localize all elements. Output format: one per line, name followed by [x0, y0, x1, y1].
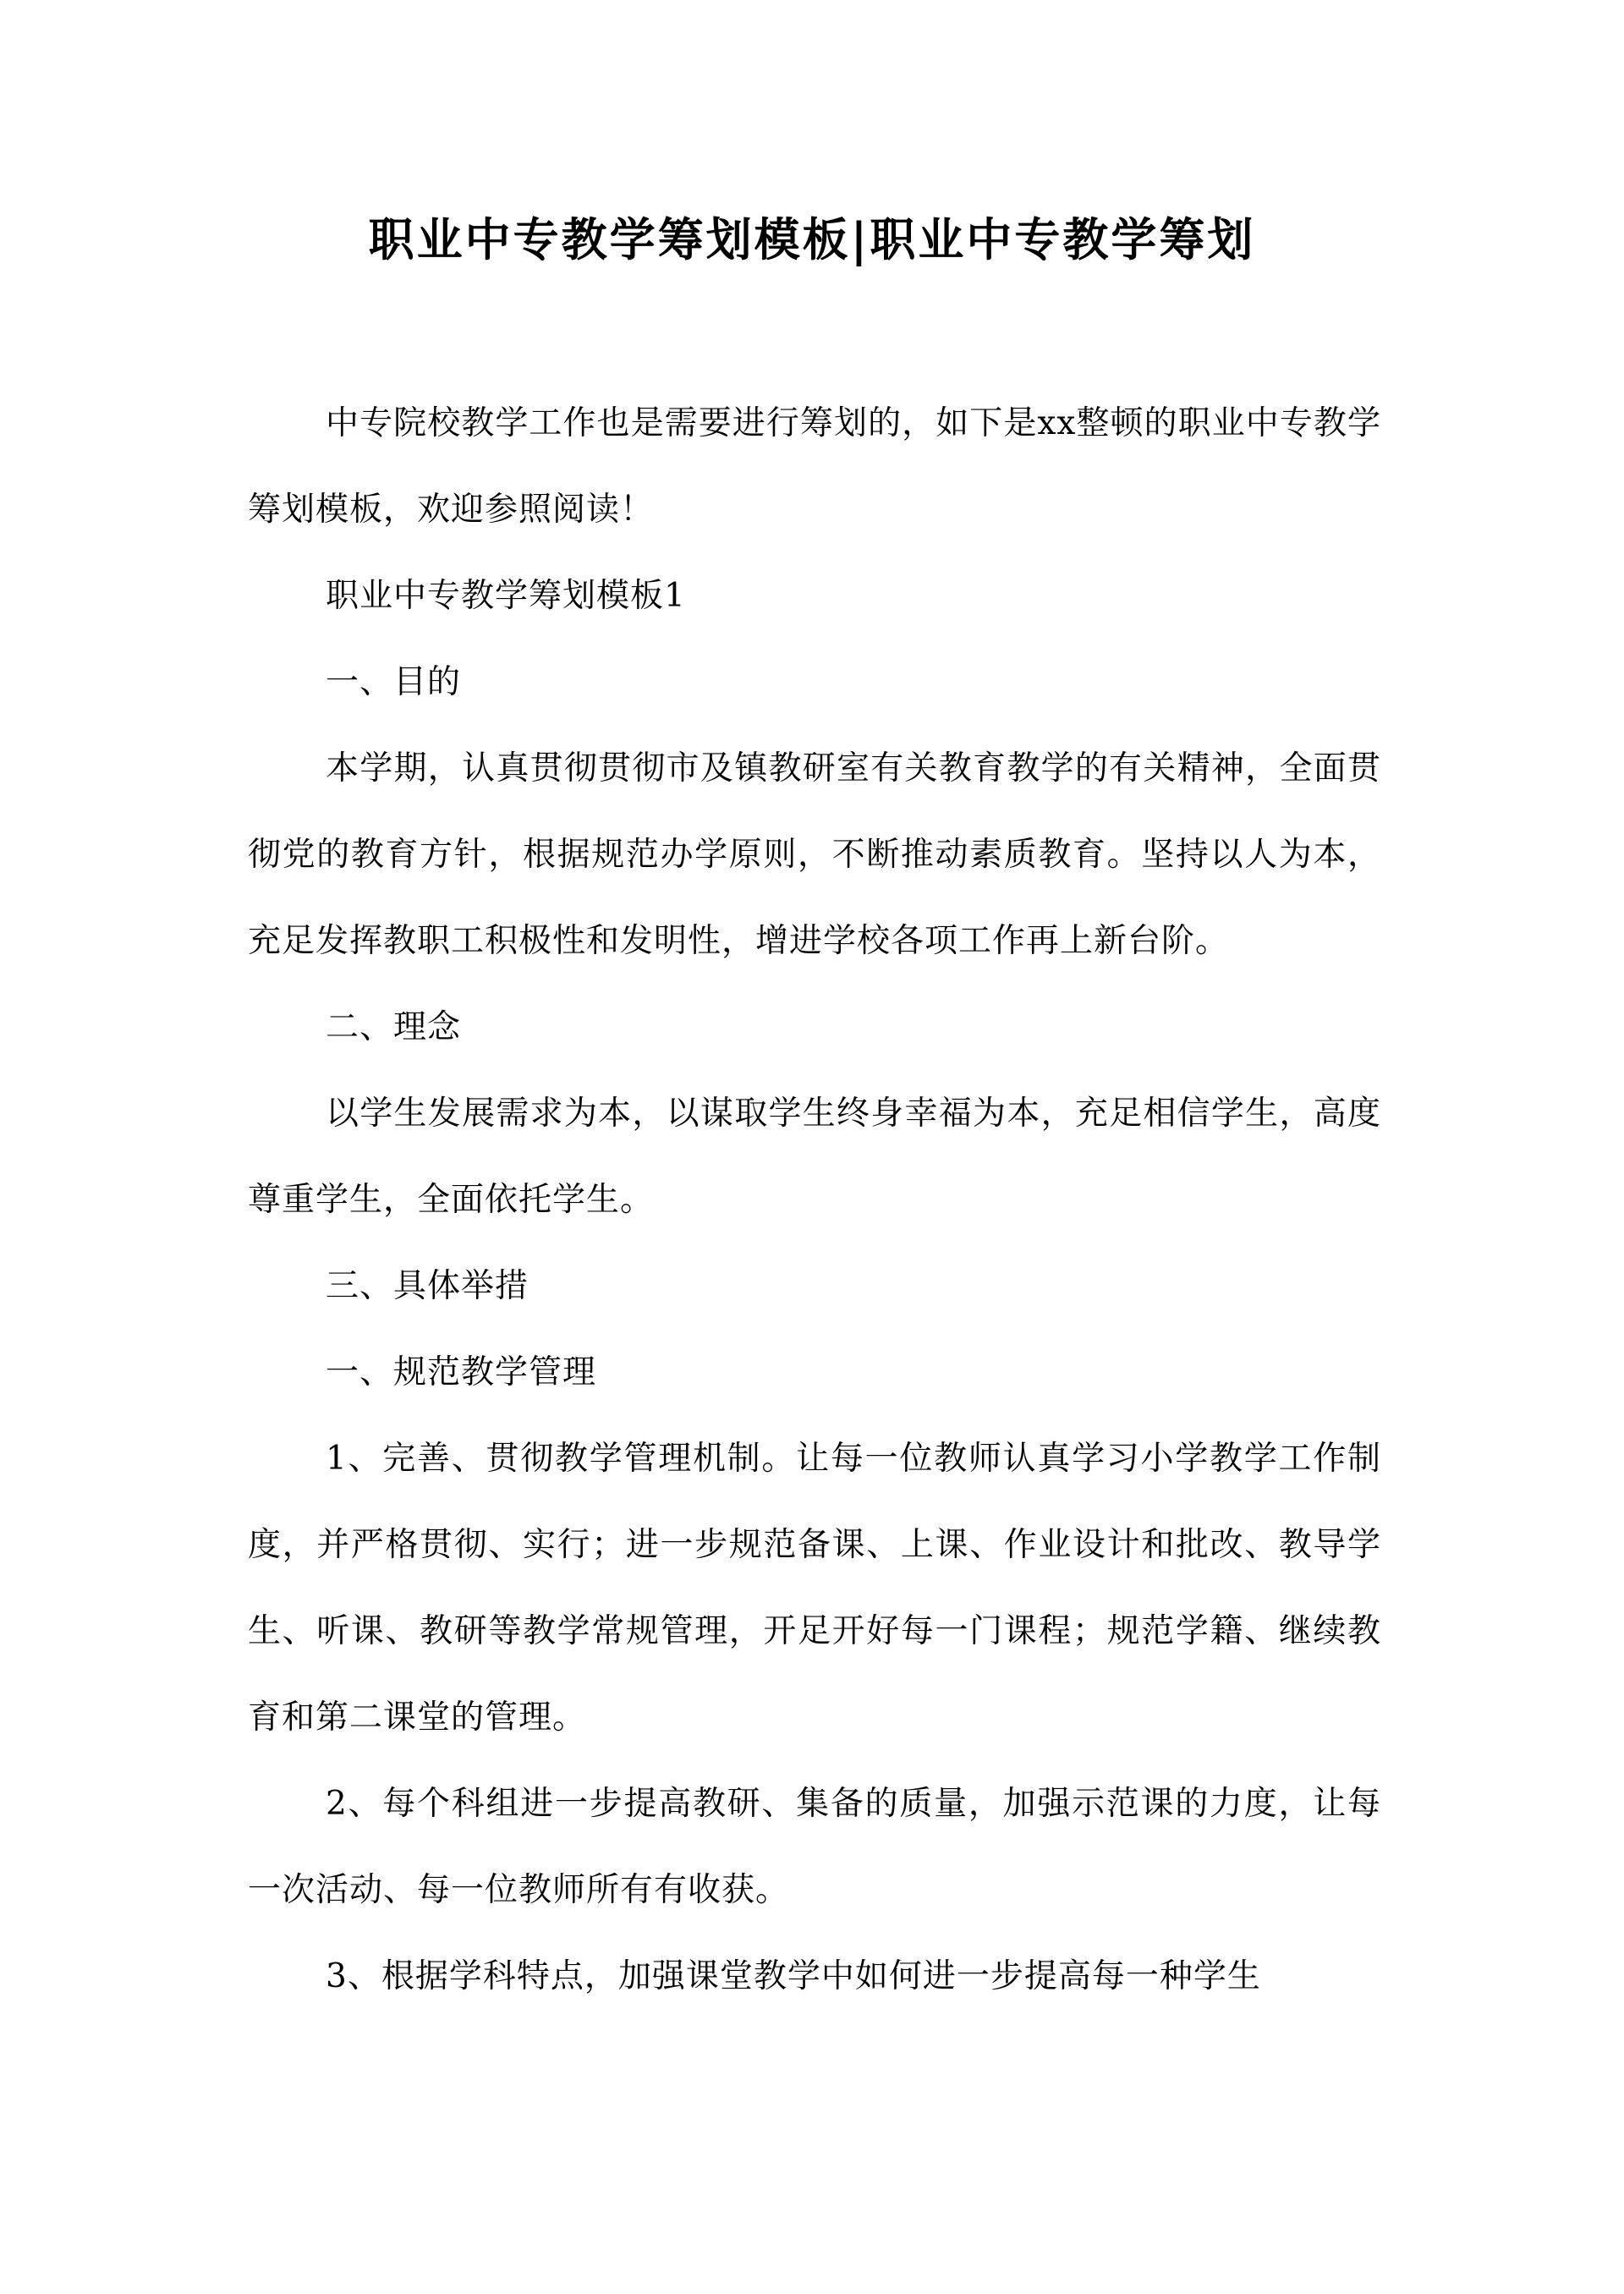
paragraph: 3、根据学科特点，加强课堂教学中如何进一步提高每一种学生	[326, 1957, 1261, 1995]
subsection-heading: 二、理念	[326, 1008, 462, 1046]
paragraph: 以学生发展需求为本，以谋取学生终身幸福为本，充足相信学生，高度尊重学生，全面依托学生。	[248, 1095, 1381, 1219]
subsection-heading: 一、目的	[326, 663, 462, 701]
paragraph: 本学期，认真贯彻贯彻市及镇教研室有关教育教学的有关精神，全面贯彻党的教育方针，根据规范办学原则，不断推动素质教育。坚持以人为本，充足发挥教职工积极性和发明性，增进学校各项工作再上新台阶。	[248, 749, 1381, 960]
paragraph-intro: 中专院校教学工作也是需要进行筹划的，如下是xx整顿的职业中专教学筹划模板，欢迎参照阅读！	[248, 404, 1381, 529]
subsection-heading: 一、规范教学管理	[326, 1353, 597, 1391]
section-heading: 职业中专教学筹划模板1	[326, 577, 686, 615]
paragraph: 2、每个科组进一步提高教研、集备的质量，加强示范课的力度，让每一次活动、每一位教师所有有收获。	[248, 1785, 1381, 1909]
document-body	[248, 381, 1381, 2020]
paragraph: 1、完善、贯彻教学管理机制。让每一位教师认真学习小学教学工作制度，并严格贯彻、实行；进一步规范备课、上课、作业设计和批改、教导学生、听课、教研等教学常规管理，开足开好每一门课程；规范学籍、继续教育和第二课堂的管理。	[248, 1440, 1381, 1737]
document-title: 职业中专教学筹划模板|职业中专教学筹划	[368, 212, 1256, 266]
subsection-heading: 三、具体举措	[326, 1267, 529, 1305]
